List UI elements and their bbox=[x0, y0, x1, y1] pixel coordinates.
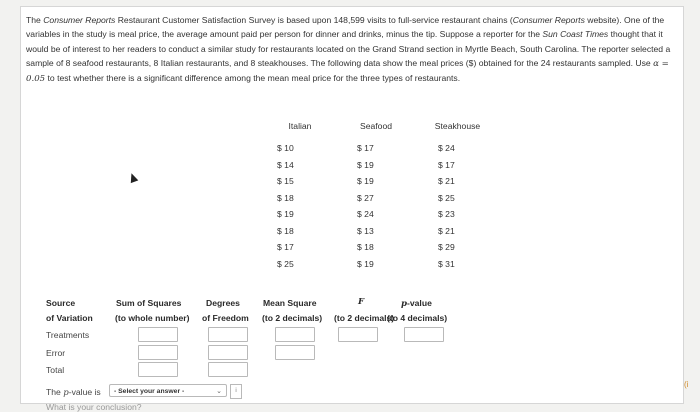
table-cell: $ 23 bbox=[438, 209, 455, 220]
table-row bbox=[265, 190, 498, 207]
table-cell: $ 24 bbox=[357, 209, 374, 220]
table-cell: $ 19 bbox=[357, 159, 374, 170]
table-cell: $ 17 bbox=[277, 242, 294, 253]
table-cell: $ 19 bbox=[357, 258, 374, 269]
p-value-prompt: The p-value is bbox=[46, 387, 101, 398]
info-icon[interactable]: i bbox=[230, 384, 242, 399]
treatments-df-input[interactable] bbox=[208, 327, 248, 342]
ms-subheader: (to 2 decimals) bbox=[262, 313, 323, 323]
table-cell: $ 21 bbox=[438, 176, 455, 187]
mouse-pointer-icon bbox=[128, 172, 139, 183]
f-header: F bbox=[358, 297, 365, 307]
ms-header: Mean Square bbox=[263, 298, 317, 308]
p-value-header: p-value bbox=[401, 298, 432, 309]
header-steakhouse: Steakhouse bbox=[434, 121, 481, 131]
table-row bbox=[265, 157, 498, 174]
table-cell: $ 29 bbox=[438, 242, 455, 253]
error-ss-input[interactable] bbox=[138, 345, 178, 360]
treatments-ss-input[interactable] bbox=[138, 327, 178, 342]
table-cell: $ 19 bbox=[277, 209, 294, 220]
problem-text: The Consumer Reports Restaurant Customer Satisfaction Survey is based upon 148,599 visits to full-service restaurant chains (Consumer Reports website). One of the variables in the study is meal price, the average amount paid per person for dinner and drinks, minus the tip. Suppose a reporter for the Sun Coast Times thought that it would be of interest to her readers to conduct a similar study for restaurants located on the Grand Strand section in Myrtle Beach, South Carolina. The reporter selected a sample of 8 seafood restaurants, 8 Italian restaurants, and 8 steakhouses. The following data show the meal prices ($) obtained for the 24 restaurants sampled. Use α = 0.05 to test whether there is a significant difference among the mean meal price for the three types of restaurants. bbox=[26, 15, 671, 85]
meal-price-table bbox=[265, 121, 498, 272]
row-label-total: Total bbox=[46, 365, 65, 375]
treatments-f-input[interactable] bbox=[338, 327, 378, 342]
table-cell: $ 31 bbox=[438, 258, 455, 269]
table-cell: $ 13 bbox=[357, 225, 374, 236]
error-df-input[interactable] bbox=[208, 345, 248, 360]
table-cell: $ 21 bbox=[438, 225, 455, 236]
row-label-error: Error bbox=[46, 348, 66, 358]
chevron-down-icon: ⌄ bbox=[216, 388, 222, 395]
edge-fragment: (i bbox=[684, 380, 689, 389]
table-cell: $ 18 bbox=[277, 225, 294, 236]
header-italian: Italian bbox=[288, 121, 312, 131]
conclusion-prompt: What is your conclusion? bbox=[46, 402, 142, 412]
row-label-treatments: Treatments bbox=[46, 330, 90, 340]
header-seafood: Seafood bbox=[359, 121, 393, 131]
table-row bbox=[265, 256, 498, 273]
table-cell: $ 25 bbox=[438, 192, 455, 203]
of-freedom-header: of Freedom bbox=[202, 313, 249, 323]
error-ms-input[interactable] bbox=[275, 345, 315, 360]
table-cell: $ 15 bbox=[277, 176, 294, 187]
treatments-ms-input[interactable] bbox=[275, 327, 315, 342]
ss-header: Sum of Squares bbox=[116, 298, 182, 308]
total-ss-input[interactable] bbox=[138, 362, 178, 377]
table-row bbox=[265, 223, 498, 240]
total-df-input[interactable] bbox=[208, 362, 248, 377]
table-cell: $ 25 bbox=[277, 258, 294, 269]
p-subheader: (to 4 decimals) bbox=[387, 313, 448, 323]
table-row bbox=[265, 239, 498, 256]
table-cell: $ 14 bbox=[277, 159, 294, 170]
table-cell: $ 10 bbox=[277, 143, 294, 154]
source-header: Source bbox=[46, 298, 76, 308]
of-variation-header: of Variation bbox=[46, 313, 93, 323]
table-row bbox=[265, 206, 498, 223]
table-cell: $ 17 bbox=[438, 159, 455, 170]
treatments-p-input[interactable] bbox=[404, 327, 444, 342]
table-row bbox=[265, 140, 498, 157]
ss-subheader: (to whole number) bbox=[115, 313, 190, 323]
table-cell: $ 24 bbox=[438, 143, 455, 154]
f-subheader: (to 2 decimals) bbox=[334, 313, 395, 323]
table-cell: $ 27 bbox=[357, 192, 374, 203]
table-cell: $ 18 bbox=[357, 242, 374, 253]
question-card bbox=[20, 6, 684, 412]
table-cell: $ 17 bbox=[357, 143, 374, 154]
table-cell: $ 18 bbox=[277, 192, 294, 203]
alpha-value: α = 0.05 bbox=[26, 58, 669, 85]
degrees-header: Degrees bbox=[206, 298, 240, 308]
p-value-select[interactable]: - Select your answer - ⌄ bbox=[109, 384, 227, 397]
table-row bbox=[265, 173, 498, 190]
table-cell: $ 19 bbox=[357, 176, 374, 187]
